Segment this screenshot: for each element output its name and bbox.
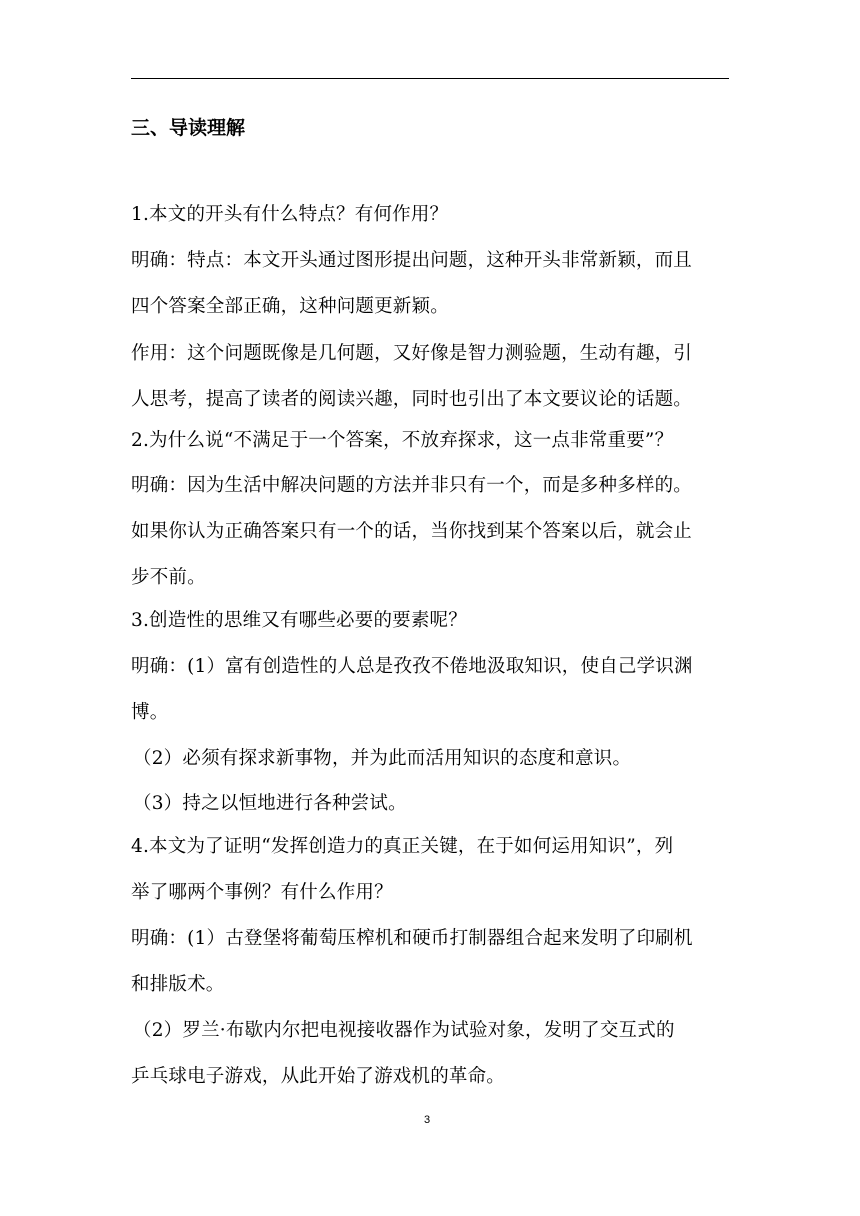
answer-line: （2）罗兰·布歇内尔把电视接收器作为试验对象，发明了交互式的 <box>133 1020 675 1041</box>
answer-line: 步不前。 <box>131 567 206 588</box>
answer-line: 乒乓球电子游戏，从此开始了游戏机的革命。 <box>131 1066 506 1087</box>
answer-line: 博。 <box>131 702 169 723</box>
answer-line: 明确：特点：本文开头通过图形提出问题，这种开头非常新颖，而且 <box>131 250 693 271</box>
answer-line: 明确：(1）富有创造性的人总是孜孜不倦地汲取知识，使自己学识渊 <box>131 656 693 677</box>
section-heading: 三、导读理解 <box>131 117 246 139</box>
answer-line: （2）必须有探求新事物，并为此而活用知识的态度和意识。 <box>133 748 632 769</box>
header-rule <box>131 78 729 79</box>
question-1: 1.本文的开头有什么特点？有何作用？ <box>131 204 449 225</box>
question-4-continued: 举了哪两个事例？有什么作用？ <box>131 882 393 903</box>
answer-line: （3）持之以恒地进行各种尝试。 <box>133 793 407 814</box>
page-number: 3 <box>424 1114 431 1126</box>
answer-line: 明确：(1）古登堡将葡萄压榨机和硬币打制器组合起来发明了印刷机 <box>131 928 693 949</box>
answer-line: 作用：这个问题既像是几何题，又好像是智力测验题，生动有趣，引 <box>131 343 693 364</box>
question-4: 4.本文为了证明“发挥创造力的真正关键，在于如何运用知识”，列 <box>131 836 674 857</box>
answer-line: 人思考，提高了读者的阅读兴趣，同时也引出了本文要议论的话题。 <box>131 389 693 410</box>
answer-line: 如果你认为正确答案只有一个的话，当你找到某个答案以后，就会止 <box>131 521 693 542</box>
question-2: 2.为什么说“不满足于一个答案，不放弃探求，这一点非常重要”？ <box>131 430 674 451</box>
answer-line: 和排版术。 <box>131 974 225 995</box>
answer-line: 四个答案全部正确，这种问题更新颖。 <box>131 296 449 317</box>
question-3: 3.创造性的思维又有哪些必要的要素呢？ <box>131 610 467 631</box>
answer-line: 明确：因为生活中解决问题的方法并非只有一个，而是多种多样的。 <box>131 475 693 496</box>
